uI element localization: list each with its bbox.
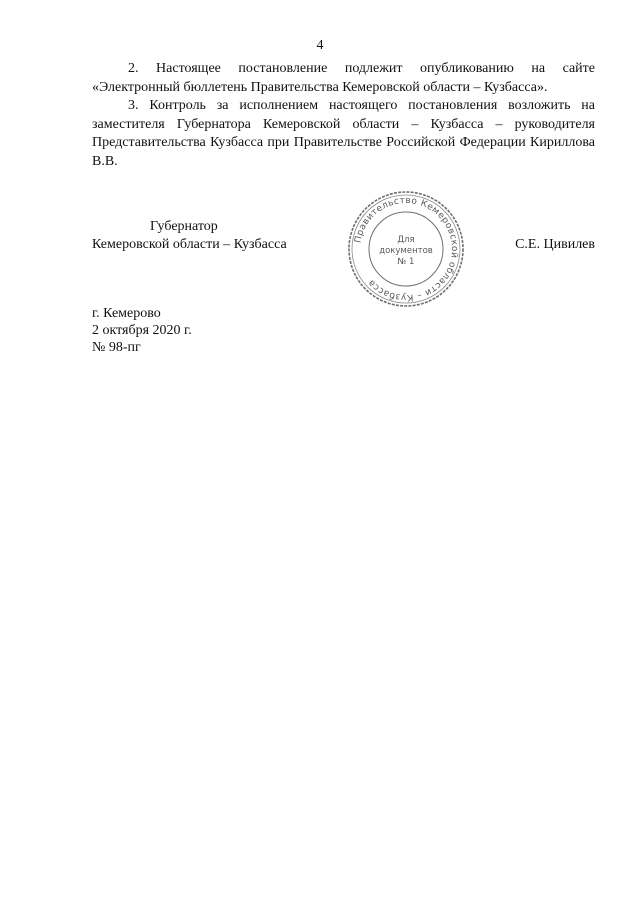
- signatory-region: Кемеровской области – Кузбасса: [92, 237, 287, 252]
- paragraph-publication: 2. Настоящее постановление подлежит опубликованию на сайте «Электронный бюллетень Правительства Кемеровской области – Кузбасса».: [92, 61, 595, 95]
- document-date: 2 октября 2020 г.: [92, 323, 192, 338]
- seal-center-line2: документов: [379, 246, 433, 256]
- seal-ring-text: Правительство Кемеровской области – Кузбасса: [353, 195, 460, 303]
- signatory-title: Губернатор: [150, 219, 218, 234]
- signatory-name: С.Е. Цивилев: [515, 237, 595, 252]
- paragraph-control: 3. Контроль за исполнением настоящего постановления возложить на заместителя Губернатора Кемеровской области – Кузбасса – руководителя Представительства Кузбасса при Правительстве Российской Федерации Кириллова В.В.: [92, 98, 595, 169]
- seal-center-line1: Для: [397, 235, 415, 245]
- document-body: [92, 60, 595, 171]
- signatory-position: [92, 218, 287, 254]
- document-footer: [92, 305, 192, 356]
- document-number: № 98-пг: [92, 340, 141, 355]
- official-seal: [345, 188, 467, 310]
- document-city: г. Кемерово: [92, 306, 161, 321]
- page-number: 4: [316, 38, 324, 53]
- seal-center-line3: № 1: [397, 257, 415, 267]
